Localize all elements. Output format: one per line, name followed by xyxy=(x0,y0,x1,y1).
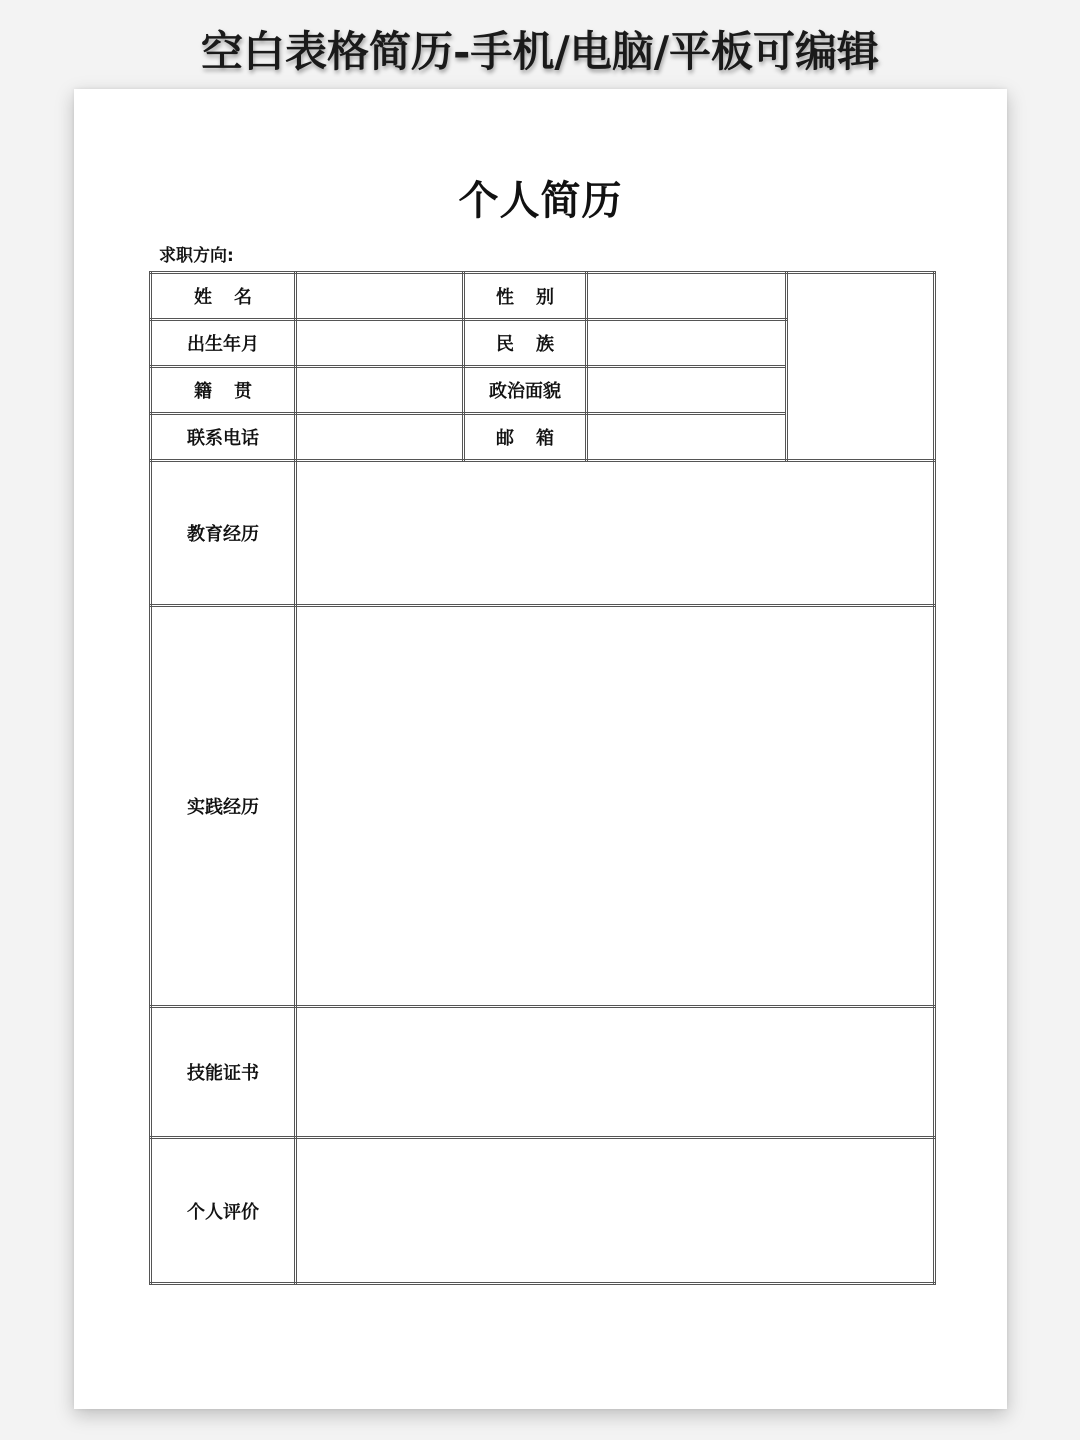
field-label-name: 姓 名 xyxy=(151,273,296,320)
self-evaluation-content-cell[interactable] xyxy=(296,1138,935,1284)
section-label-education: 教育经历 xyxy=(151,461,296,606)
banner-title: 空白表格简历-手机/电脑/平板可编辑 xyxy=(200,27,880,76)
resume-title: 个人简历 xyxy=(458,178,623,224)
name-value-cell[interactable] xyxy=(296,273,464,320)
table-row xyxy=(151,461,935,606)
job-objective-label: 求职方向: xyxy=(159,246,234,266)
field-label-native-place: 籍 贯 xyxy=(151,367,296,414)
field-label-political-status: 政治面貌 xyxy=(464,367,587,414)
table-row xyxy=(151,606,935,1007)
table-row xyxy=(151,273,935,320)
education-content-cell[interactable] xyxy=(296,461,935,606)
resume-page xyxy=(74,89,1007,1409)
native-place-value-cell[interactable] xyxy=(296,367,464,414)
email-value-cell[interactable] xyxy=(587,414,787,461)
field-label-ethnicity: 民 族 xyxy=(464,320,587,367)
phone-value-cell[interactable] xyxy=(296,414,464,461)
field-label-phone: 联系电话 xyxy=(151,414,296,461)
resume-table xyxy=(149,271,936,1285)
field-label-gender: 性 别 xyxy=(464,273,587,320)
table-row xyxy=(151,1138,935,1284)
political-status-value-cell[interactable] xyxy=(587,367,787,414)
field-label-email: 邮 箱 xyxy=(464,414,587,461)
skills-content-cell[interactable] xyxy=(296,1007,935,1138)
field-label-birth-date: 出生年月 xyxy=(151,320,296,367)
ethnicity-value-cell[interactable] xyxy=(587,320,787,367)
section-label-self-evaluation: 个人评价 xyxy=(151,1138,296,1284)
practice-content-cell[interactable] xyxy=(296,606,935,1007)
gender-value-cell[interactable] xyxy=(587,273,787,320)
photo-cell[interactable] xyxy=(787,273,935,461)
section-label-practice: 实践经历 xyxy=(151,606,296,1007)
section-label-skills: 技能证书 xyxy=(151,1007,296,1138)
birth-date-value-cell[interactable] xyxy=(296,320,464,367)
table-row xyxy=(151,1007,935,1138)
